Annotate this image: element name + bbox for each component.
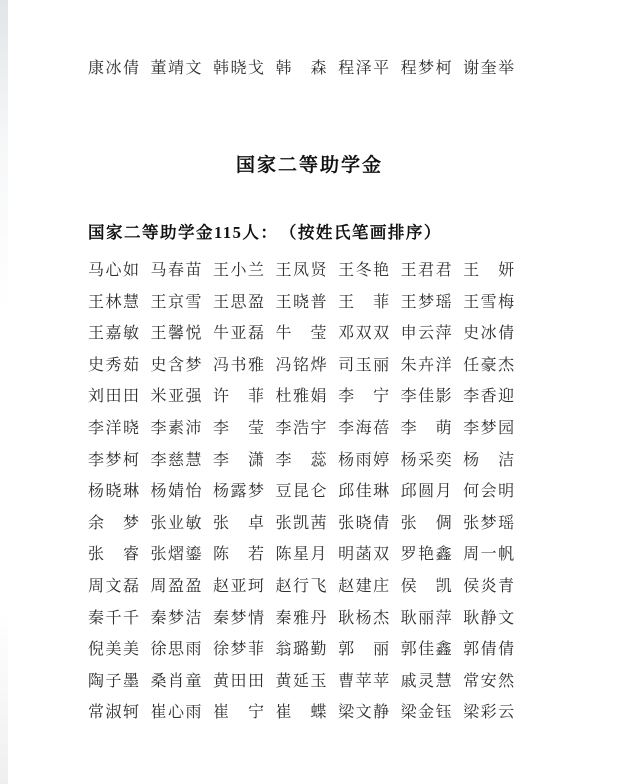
name-row	[88, 287, 619, 319]
student-name: 马心如	[88, 262, 141, 279]
student-name: 梁文静	[338, 704, 391, 722]
student-name: 张 倜	[400, 514, 454, 532]
student-name: 郭佳鑫	[400, 641, 454, 659]
student-name: 冯书雅	[213, 356, 266, 374]
student-name: 史冰倩	[463, 325, 516, 343]
student-name: 徐思雨	[150, 641, 204, 659]
student-name: 周一帆	[463, 546, 516, 564]
student-name: 刘田田	[88, 388, 141, 406]
student-name: 张业敏	[150, 514, 204, 532]
student-name: 李 莹	[213, 419, 266, 437]
student-name: 常淑轲	[88, 704, 141, 722]
student-name: 梁彩云	[463, 704, 516, 722]
student-name: 秦梦情	[213, 609, 266, 627]
name-row	[88, 350, 619, 382]
student-name: 李海蓓	[338, 419, 391, 437]
student-name: 张 睿	[88, 546, 141, 564]
student-name: 许 菲	[213, 388, 266, 406]
student-name: 王雪梅	[463, 293, 516, 311]
student-name: 王梦瑶	[400, 293, 454, 311]
student-name: 崔 宁	[213, 704, 266, 722]
student-name: 周盈盈	[150, 577, 204, 595]
student-name: 史秀茹	[88, 356, 141, 374]
student-name: 冯铭烨	[275, 356, 329, 374]
student-name: 司玉丽	[338, 356, 391, 374]
student-name: 李 蕊	[275, 451, 329, 469]
student-name: 侯炎青	[463, 577, 516, 595]
student-name: 耿丽萍	[400, 609, 454, 627]
student-name: 史含梦	[150, 356, 204, 374]
student-name: 李素沛	[150, 419, 204, 437]
student-name: 邓双双	[338, 325, 391, 343]
name-row	[88, 508, 619, 540]
student-name: 程泽平	[338, 60, 391, 77]
name-row	[88, 445, 619, 477]
student-name: 马春苗	[150, 262, 204, 279]
student-name: 王嘉敏	[88, 325, 141, 343]
student-name: 桑肖童	[150, 672, 204, 690]
student-name: 申云萍	[400, 325, 454, 343]
student-name: 秦千千	[88, 609, 141, 627]
student-name: 陈星月	[275, 546, 329, 564]
student-name: 杨雨婷	[338, 451, 391, 469]
student-name: 邱佳琳	[338, 483, 391, 501]
section-title: 国家二等助学金	[235, 155, 383, 176]
student-name: 豆昆仑	[275, 483, 329, 501]
student-name: 周文磊	[88, 577, 141, 595]
student-name: 王林慧	[88, 293, 141, 311]
student-name: 杨晓琳	[88, 483, 141, 501]
student-name: 徐梦菲	[213, 641, 266, 659]
student-name: 谢奎举	[463, 60, 516, 77]
student-name: 王 妍	[463, 262, 516, 279]
name-row	[88, 697, 619, 729]
student-name: 赵建庄	[338, 577, 391, 595]
list-heading: 国家二等助学金115人： （按姓氏笔画排序）	[88, 223, 442, 242]
student-name: 李 宁	[338, 388, 391, 406]
name-row	[88, 413, 619, 445]
student-name: 罗艳鑫	[400, 546, 454, 564]
student-name: 耿杨杰	[338, 609, 391, 627]
student-name: 韩 森	[275, 60, 329, 77]
student-name: 程梦柯	[400, 60, 454, 77]
student-name: 王 菲	[338, 293, 391, 311]
student-name: 陈 若	[213, 546, 266, 564]
student-name: 翁璐勤	[275, 641, 329, 659]
student-name: 李洋晓	[88, 419, 141, 437]
name-list	[88, 255, 619, 729]
student-name: 韩晓戈	[213, 60, 266, 77]
student-name: 朱卉洋	[400, 356, 454, 374]
student-name: 杜雅娟	[275, 388, 329, 406]
student-name: 米亚强	[150, 388, 204, 406]
previous-list-tail-row	[88, 55, 619, 78]
student-name: 黄延玉	[275, 672, 329, 690]
student-name: 曹苹苹	[338, 672, 391, 690]
student-name: 李佳影	[400, 388, 454, 406]
student-name: 秦梦洁	[150, 609, 204, 627]
student-name: 王思盈	[213, 293, 266, 311]
name-row	[88, 255, 619, 287]
student-name: 何会明	[463, 483, 516, 501]
student-name: 杨 洁	[463, 451, 516, 469]
student-name: 赵行飞	[275, 577, 329, 595]
student-name: 崔心雨	[150, 704, 204, 722]
student-name: 王晓普	[275, 293, 329, 311]
student-name: 王冬艳	[338, 262, 391, 279]
student-name: 戚灵慧	[400, 672, 454, 690]
student-name: 李 萌	[400, 419, 454, 437]
student-name: 王凤贤	[275, 262, 329, 279]
student-name: 王馨悦	[150, 325, 204, 343]
name-row	[88, 634, 619, 666]
student-name: 杨婧怡	[150, 483, 204, 501]
student-name: 李浩宇	[275, 419, 329, 437]
student-name: 梁金钰	[400, 704, 454, 722]
student-name: 赵亚珂	[213, 577, 266, 595]
student-name: 侯 凯	[400, 577, 454, 595]
student-name: 明菡双	[338, 546, 391, 564]
student-name: 陶子墨	[88, 672, 141, 690]
student-name: 李梦柯	[88, 451, 141, 469]
student-name: 王京雪	[150, 293, 204, 311]
student-name: 杨露梦	[213, 483, 266, 501]
student-name: 李香迎	[463, 388, 516, 406]
name-row	[88, 666, 619, 698]
student-name: 秦雅丹	[275, 609, 329, 627]
student-name: 杨采奕	[400, 451, 454, 469]
name-row	[88, 476, 619, 508]
student-name: 牛亚磊	[213, 325, 266, 343]
student-name: 董靖文	[150, 60, 204, 77]
student-name: 倪美美	[88, 641, 141, 659]
student-name: 耿静文	[463, 609, 516, 627]
student-name: 郭倩倩	[463, 641, 516, 659]
student-name: 李 潇	[213, 451, 266, 469]
student-name: 王小兰	[213, 262, 266, 279]
student-name: 张凯茜	[275, 514, 329, 532]
student-name: 李慈慧	[150, 451, 204, 469]
name-row	[88, 539, 619, 571]
student-name: 崔 蝶	[275, 704, 329, 722]
student-name: 李梦园	[463, 419, 516, 437]
name-row	[88, 381, 619, 413]
student-name: 常安然	[463, 672, 516, 690]
student-name: 王君君	[400, 262, 454, 279]
student-name: 余 梦	[88, 514, 141, 532]
student-name: 任豪杰	[463, 356, 516, 374]
student-name: 牛 莹	[275, 325, 329, 343]
student-name: 黄田田	[213, 672, 266, 690]
student-name: 张熠鎏	[150, 546, 204, 564]
student-name: 张晓倩	[338, 514, 391, 532]
name-row	[88, 571, 619, 603]
student-name: 张 卓	[213, 514, 266, 532]
student-name: 郭 丽	[338, 641, 391, 659]
student-name: 张梦瑶	[463, 514, 516, 532]
student-name: 邱圆月	[400, 483, 454, 501]
student-name: 康冰倩	[88, 60, 141, 77]
name-row	[88, 318, 619, 350]
name-row	[88, 603, 619, 635]
